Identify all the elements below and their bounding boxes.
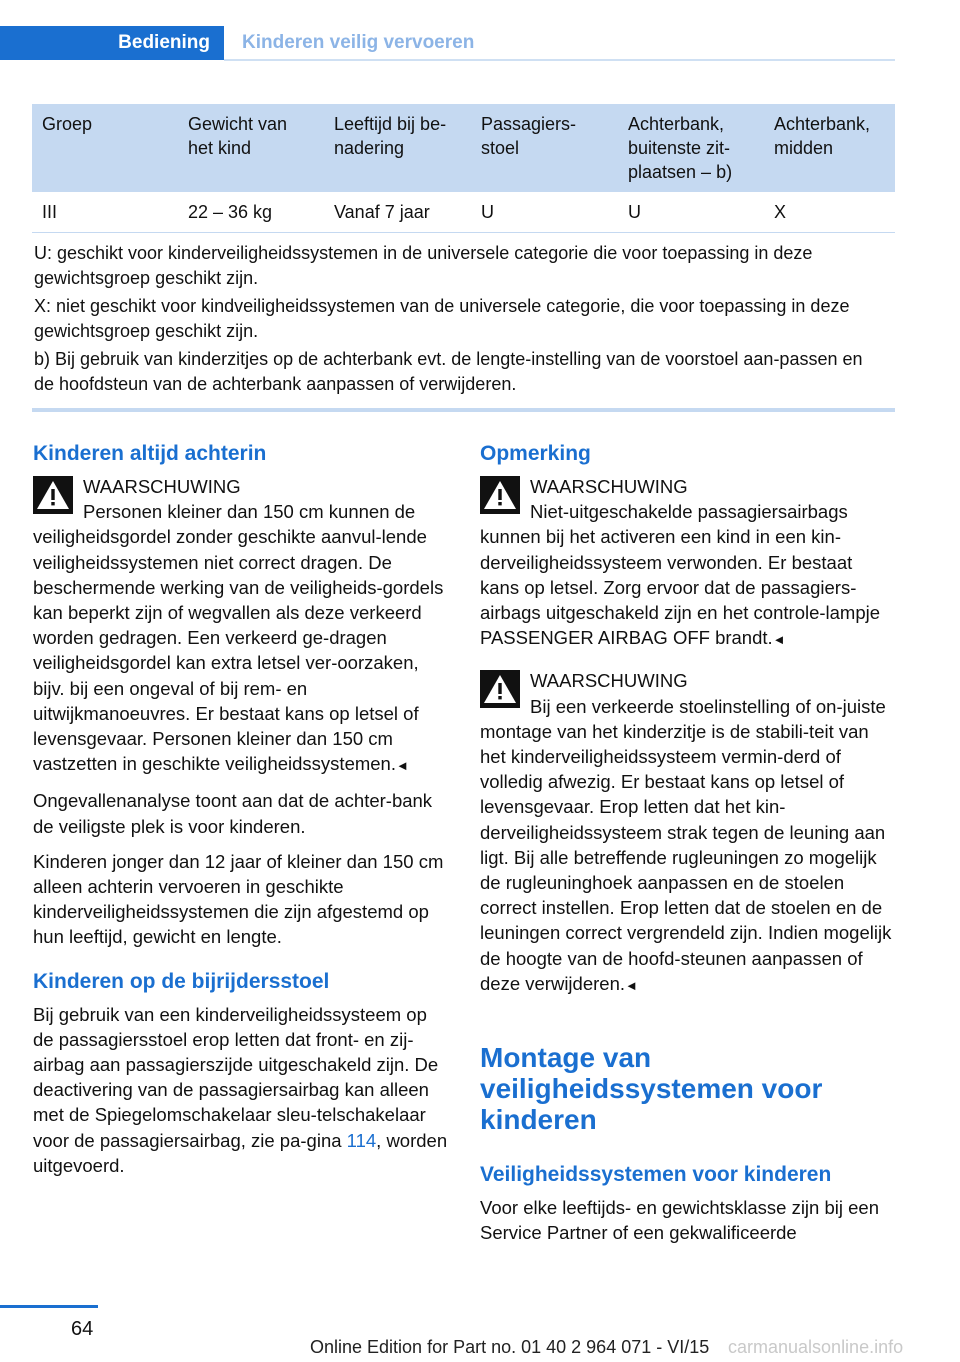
table-note: b) Bij gebruik van kinderzitjes op de achterbank evt. de lengte-instelling van de voorstoel aan-passen en de hoofdsteun van de achterbank aanpassen of verwijderen.	[34, 349, 863, 394]
table-cell: U	[618, 192, 764, 233]
section-tab[interactable]: Bediening	[0, 26, 224, 60]
paragraph-text: , worden uitgevoerd.	[33, 1129, 448, 1176]
paragraph: Voor elke leeftijds- en gewichtsklasse zijn bij een Service Partner of een gekwalificeerde	[480, 1197, 879, 1244]
warning-text-body: Bij een verkeerde stoelinstelling of on-juiste montage van het kinderzitje is de stabili-teit van het kinderveiligheidssysteem vermin-derd of volledig afwezig. Er bestaat kans op letsel of levensgevaar. Erop letten dat het kin-derveiligheidssysteem strak tegen de leuning aan ligt. Bij alle betreffende rugleuningen zo mogelijk de rugleuninghoek aanpassen en de stoelen correct instellen. Erop letten dat de stoelen en de leuningen correct vergrendeld zijn. Indien mogelijk de hoogte van de hoofd-steunen aanpassen of deze verwijderen.	[480, 695, 892, 994]
table-cell: X	[764, 192, 895, 233]
warning-text-body: Personen kleiner dan 150 cm kunnen de veiligheidsgordel zonder geschikte aanvul-lende veiligheidssystemen niet correct dragen. De beschermende werking van de veiligheids-gordels kan beperkt zijn of wegvallen als deze verkeerd worden gedragen. Een verkeerd ge-dragen veiligheidsgordel kan extra letsel ver-oorzaken, bijv. bij een ongeval of bij rem- en uitwijkmanoeuvres. Er bestaat kans op letsel of levensgevaar. Personen kleiner dan 150 cm vastzetten in geschikte veiligheidssystemen.	[33, 501, 444, 775]
paragraph: Ongevallenanalyse toont aan dat de achter-bank de veiligste plek is voor kinderen.	[33, 790, 433, 837]
chapter-heading: Montage van veiligheidssystemen voor kinderen	[480, 1042, 823, 1136]
paragraph-text: Bij gebruik van een kinderveiligheidssysteem op de passagiersstoel erop letten dat front- en zij-airbag aan passagierszijde uitgeschakeld zijn. De deactivering van de passagiersairbag kan alleen met de Spiegelomschakelaar sleu-telschakelaar voor de passagiersairbag, zie pa-gina	[33, 1003, 439, 1151]
table-note: U: geschikt voor kinderveiligheidssystemen in de universele categorie die voor toepassing in deze gewichtsgroep geschikt zijn.	[34, 243, 813, 288]
end-mark: ◄	[772, 632, 786, 648]
warning-triangle-icon	[33, 476, 73, 514]
child-seat-table	[32, 104, 895, 412]
table-cell: III	[32, 192, 178, 233]
table-notes	[32, 233, 895, 411]
table-note: X: niet geschikt voor kindveiligheidssystemen van de universele categorie, die voor toepassing in deze gewichtsgroep geschikt zijn.	[34, 296, 850, 341]
warning-title: WAARSCHUWING	[530, 670, 688, 692]
table-header-cell: Achterbank, midden	[764, 104, 895, 192]
table-cell: 22 – 36 kg	[178, 192, 324, 233]
end-mark: ◄	[625, 977, 638, 993]
table-header-cell: Passagiers-stoel	[471, 104, 618, 192]
watermark: carmanualsonline.info	[728, 1337, 904, 1357]
warning-block	[33, 474, 449, 778]
table-header-row	[32, 104, 895, 192]
warning-block	[480, 668, 896, 998]
edition-info: Online Edition for Part no. 01 40 2 964 071 - VI/15	[310, 1337, 710, 1357]
footer-divider	[0, 1305, 98, 1308]
warning-title: WAARSCHUWING	[530, 476, 688, 497]
table-header-cell: Leeftijd bij be-nadering	[324, 104, 471, 192]
table-cell: Vanaf 7 jaar	[324, 192, 471, 233]
section-heading: Kinderen altijd achterin	[33, 442, 267, 465]
table-cell: U	[471, 192, 618, 233]
warning-text-body: Niet-uitgeschakelde passagiersairbags kunnen bij het activeren een kind in een kin-derveiligheidssysteem verwonden. Er bestaat kans op letsel. Zorg ervoor dat de passagiers-airbags uitgeschakeld zijn en het controle-lampje PASSENGER AIRBAG OFF brandt.	[480, 501, 881, 649]
section-heading: Veiligheidssystemen voor kinderen	[480, 1163, 832, 1187]
section-heading: Opmerking	[480, 442, 591, 465]
paragraph	[33, 1002, 449, 1178]
table-header-cell: Gewicht van het kind	[178, 104, 324, 192]
section-heading: Kinderen op de bijrijdersstoel	[33, 969, 330, 993]
end-mark: ◄	[396, 758, 409, 774]
table-header-cell: Achterbank, buitenste zit-plaatsen – b)	[618, 104, 764, 192]
warning-block	[480, 474, 896, 652]
page-header	[0, 0, 895, 62]
right-column	[480, 440, 896, 1255]
warning-text	[480, 694, 896, 998]
warning-triangle-icon	[480, 670, 520, 708]
table-notes-row	[32, 233, 895, 411]
left-column	[33, 440, 449, 1188]
warning-title: WAARSCHUWING	[83, 476, 241, 497]
table-header-cell: Groep	[32, 104, 178, 192]
warning-text	[33, 499, 449, 778]
chapter-title[interactable]: Kinderen veilig vervoeren	[242, 32, 475, 53]
warning-triangle-icon	[480, 476, 520, 514]
header-divider	[224, 59, 895, 61]
table-row	[32, 192, 895, 233]
paragraph: Kinderen jonger dan 12 jaar of kleiner dan 150 cm alleen achterin vervoeren in geschikte kinderveiligheidssystemen die zijn afgestemd op hun leeftijd, gewicht en lengte.	[33, 850, 444, 948]
page-number: 64	[71, 1318, 94, 1340]
page-link[interactable]: 114	[346, 1129, 377, 1151]
warning-text	[480, 499, 896, 652]
